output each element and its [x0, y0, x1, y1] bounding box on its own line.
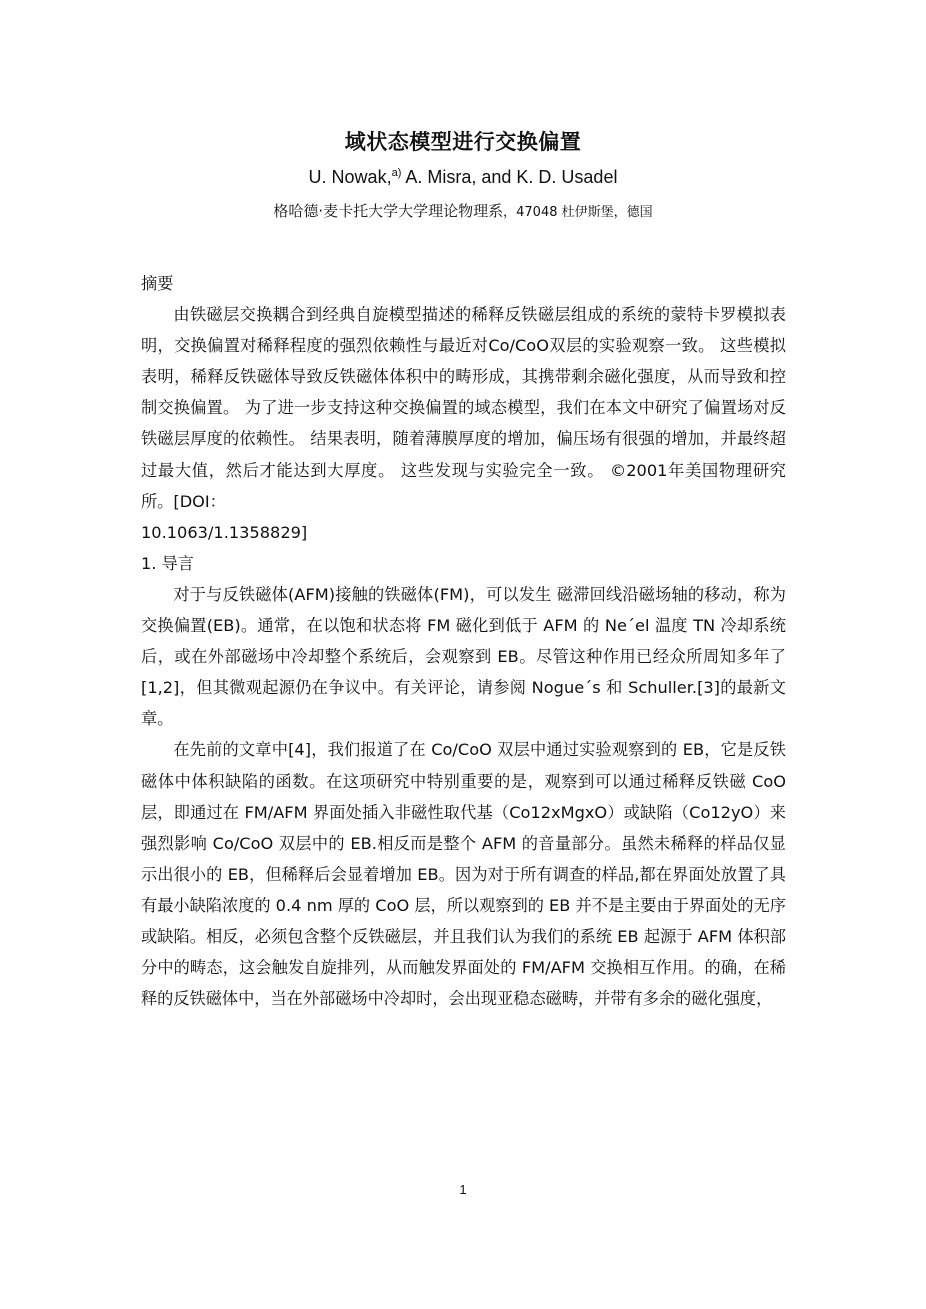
abstract-paragraph: 由铁磁层交换耦合到经典自旋模型描述的稀释反铁磁层组成的系统的蒙特卡罗模拟表明，交换偏置对稀释程度的强烈依赖性与最近对Co/CoO双层的实验观察一致。 这些模拟表明，稀释反铁磁体导致反铁磁体体积中的畴形成，其携带剩余磁化强度，从而导致和控制交换偏置。 为了进一步支持这种交换偏置的域态模型，我们在本文中研究了偏置场对反铁磁层厚度的依赖性。 结果表明，随着薄膜厚度的增加，偏压场有很强的增加，并最终超过最大值，然后才能达到大厚度。 这些发现与实验完全一致。 ©2001年美国物理研究所。[DOI：	[141, 305, 786, 511]
abstract-heading: 摘要	[141, 274, 174, 293]
page-title: 域状态模型进行交换偏置	[344, 130, 582, 154]
abstract-doi: 10.1063/1.1358829]	[141, 522, 308, 542]
intro-paragraph-1: 对于与反铁磁体(AFM)接触的铁磁体(FM)，可以发生 磁滞回线沿磁场轴的移动，称为交换偏置(EB)。通常，在以饱和状态将 FM 磁化到低于 AFM 的 Ne´el 温度 TN 冷却系统后，或在外部磁场中冷却整个系统后，会观察到 EB。尽管这种作用已经众所周知多年了[1,2]，但其微观起源仍在争议中。有关评论，请参阅 Nogue´s 和 Schuller.[3]的最新文章。	[141, 584, 786, 729]
affiliation	[0, 200, 926, 221]
body-text	[141, 268, 786, 1014]
author-rest: A. Misra, and K. D. Usadel	[401, 167, 618, 187]
affiliation-main: 格哈德·麦卡托大学大学理论物理系	[273, 202, 504, 220]
section-heading-introduction: 1. 导言	[141, 553, 194, 573]
author-footnote-mark: a)	[391, 167, 402, 179]
page-number: 1	[459, 1182, 467, 1197]
intro-paragraph-2: 在先前的文章中[4]，我们报道了在 Co/CoO 双层中通过实验观察到的 EB，它是反铁磁体中体积缺陷的函数。在这项研究中特别重要的是，观察到可以通过稀释反铁磁 CoO 层，即通过在 FM/AFM 界面处插入非磁性取代基（Co12xMgxO）或缺陷（Co12yO）来强烈影响 Co/CoO 双层中的 EB.相反而是整个 AFM 的音量部分。虽然未稀释的样品仅显示出很小的 EB，但稀释后会显着增加 EB。因为对于所有调查的样品,都在界面处放置了具有最小缺陷浓度的 0.4 nm 厚的 CoO 层，所以观察到的 EB 并不是主要由于界面处的无序或缺陷。相反，必须包含整个反铁磁层，并且我们认为我们的系统 EB 起源于 AFM 体积部分中的畴态，这会触发自旋排列，从而触发界面处的 FM/AFM 交换相互作用。的确，在稀释的反铁磁体中，当在外部磁场中冷却时，会出现亚稳态磁畴，并带有多余的磁化强度，	[141, 740, 786, 1009]
author-prefix: U. Nowak,	[308, 167, 392, 187]
author-line	[0, 167, 926, 188]
affiliation-address: ，47048 杜伊斯堡，德国	[503, 205, 653, 220]
